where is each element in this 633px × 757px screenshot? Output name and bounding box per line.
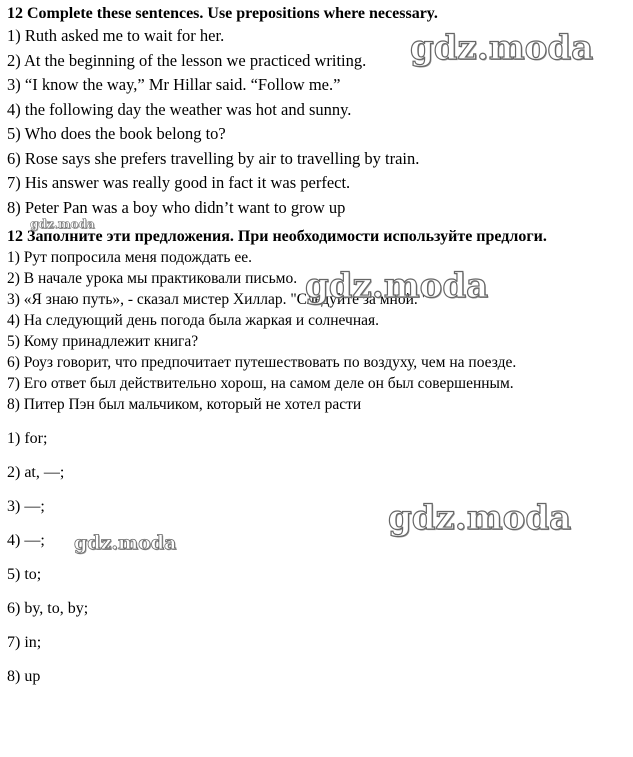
watermark-logo: gdz.moda bbox=[410, 28, 594, 68]
english-exercise-title: 12 Complete these sentences. Use prepositions where necessary. bbox=[7, 5, 438, 22]
watermark-logo: gdz.moda bbox=[30, 217, 95, 231]
answer-list bbox=[7, 429, 627, 701]
russian-sentence-8: 8) Питер Пэн был мальчиком, который не хотел расти bbox=[7, 396, 362, 413]
russian-sentence-7: 7) Его ответ был действительно хорош, на самом деле он был совершенным. bbox=[7, 375, 514, 392]
english-sentence-3: 3) “I know the way,” Mr Hillar said. “Follow me.” bbox=[7, 75, 341, 94]
english-sentence-8: 8) Peter Pan was a boy who didn’t want to grow up bbox=[7, 197, 346, 217]
english-sentence-5: 5) Who does the book belong to? bbox=[7, 124, 226, 143]
russian-sentence-6: 6) Роуз говорит, что предпочитает путешествовать по воздуху, чем на поезде. bbox=[7, 354, 517, 371]
english-sentence-1: 1) Ruth asked me to wait for her. bbox=[7, 26, 225, 45]
watermark-logo: gdz.moda bbox=[305, 266, 489, 306]
watermark-logo: gdz.moda bbox=[74, 532, 177, 554]
english-sentence-2: 2) At the beginning of the lesson we practiced writing. bbox=[7, 50, 367, 70]
english-sentences bbox=[7, 24, 627, 220]
answer-8: 8) up bbox=[7, 668, 41, 685]
answer-5: 5) to; bbox=[7, 566, 42, 583]
russian-sentence-4: 4) На следующий день погода была жаркая и солнечная. bbox=[7, 312, 380, 329]
russian-sentence-1: 1) Рут попросила меня подождать ее. bbox=[7, 249, 252, 266]
document-page bbox=[7, 0, 627, 701]
answer-1: 1) for; bbox=[7, 430, 48, 447]
answer-7: 7) in; bbox=[7, 634, 42, 651]
english-sentence-4: 4) the following day the weather was hot and sunny. bbox=[7, 99, 352, 119]
english-sentence-7: 7) His answer was really good in fact it was perfect. bbox=[7, 173, 351, 192]
russian-sentences bbox=[7, 247, 627, 415]
answer-2: 2) at, —; bbox=[7, 464, 65, 481]
answer-6: 6) by, to, by; bbox=[7, 600, 89, 617]
russian-sentence-3: 3) «Я знаю путь», - сказал мистер Хиллар. "Следуйте за мной. " bbox=[7, 291, 428, 308]
russian-sentence-5: 5) Кому принадлежит книга? bbox=[7, 333, 199, 350]
russian-sentence-2: 2) В начале урока мы практиковали письмо. bbox=[7, 270, 298, 287]
watermark-logo: gdz.moda bbox=[388, 498, 572, 538]
russian-exercise-title: 12 Заполните эти предложения. При необходимости используйте предлоги. bbox=[7, 228, 547, 245]
english-sentence-6: 6) Rose says she prefers travelling by air to travelling by train. bbox=[7, 148, 420, 168]
answer-4: 4) —; bbox=[7, 532, 45, 549]
answer-3: 3) —; bbox=[7, 498, 45, 515]
